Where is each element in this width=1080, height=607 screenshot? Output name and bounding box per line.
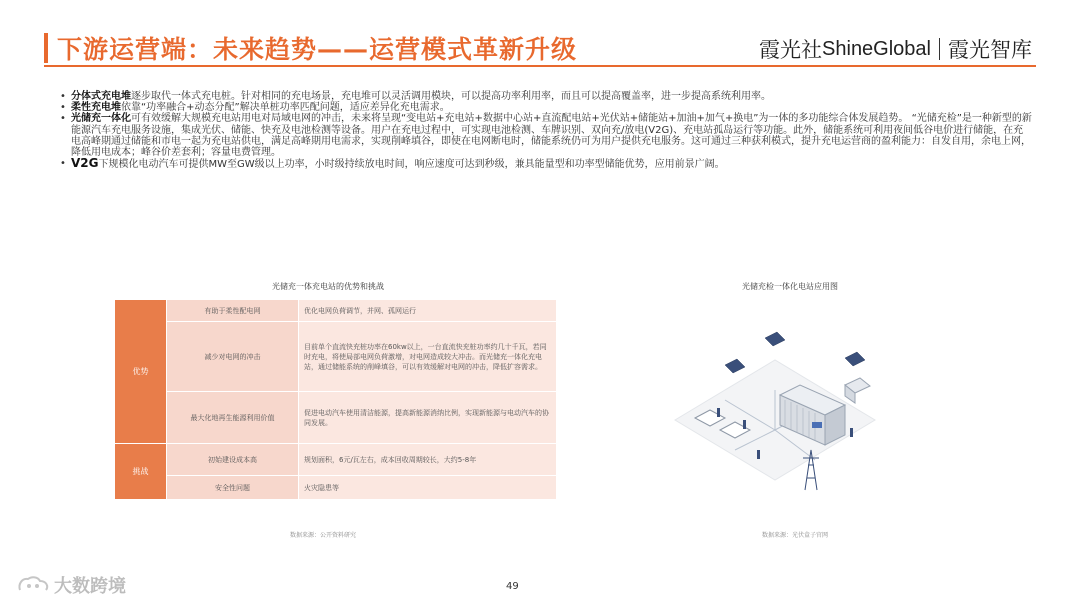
left-figure-title: 光储充一体充电站的优势和挑战 — [272, 282, 384, 291]
page-title: 下游运营端：未来趋势——运营模式革新升级 — [57, 35, 578, 64]
table-category: 挑战 — [115, 444, 167, 500]
table-desc: 规划面积，6元/瓦左右，成本回收周期较长，大约5-8年 — [299, 444, 557, 476]
right-figure-source: 数据来源：光伏盒子官网 — [762, 532, 829, 539]
table-item: 初始建设成本高 — [167, 444, 299, 476]
bullet-term: V2G — [71, 156, 99, 171]
page-number: 49 — [506, 581, 519, 592]
brand-think-tank: 霞光智库 — [948, 38, 1032, 62]
title-underline — [44, 65, 1036, 67]
watermark — [16, 572, 126, 598]
bullet-text: 逐步取代一体式充电桩。针对相同的充电场景，充电堆可以灵活调用模块，可以提高功率利用率，而且可以提高覆盖率，进一步提高系统利用率。 — [131, 91, 771, 102]
brand-en-name: ShineGlobal — [822, 37, 931, 60]
table-desc: 目前单个直流快充桩功率在60kw以上，一台直流快充桩功率约几十千瓦，若同时充电，将使局部电网负荷激增，对电网造成较大冲击。而光储充一体化充电站，通过储能系统的削峰填谷，可以有效缓解对电网的冲击，降低扩容需求。 — [299, 322, 557, 392]
right-figure-title: 光储充检一体化电站应用图 — [742, 282, 838, 291]
bullet-text: 依靠“功率融合+动态分配”解决单桩功率匹配问题，适应差异化充电需求。 — [121, 102, 450, 114]
table-desc: 火灾隐患等 — [299, 476, 557, 500]
brand-cn-name: 霞光社 — [759, 38, 823, 62]
table-item: 减少对电网的冲击 — [167, 322, 299, 392]
table-desc: 优化电网负荷调节，并网、孤网运行 — [299, 300, 557, 322]
bullet-list — [58, 91, 1033, 170]
table-row — [115, 300, 557, 322]
charging-station-illustration — [665, 300, 885, 520]
table-row — [115, 476, 557, 500]
table-row — [115, 392, 557, 444]
table-item: 最大化地再生能源利用价值 — [167, 392, 299, 444]
bullet-item — [58, 102, 1033, 113]
watermark-logo-icon — [16, 574, 50, 596]
bullet-item — [58, 113, 1033, 158]
brand-logo — [759, 34, 1032, 64]
bullet-text: 可有效缓解大规模充电站用电对局域电网的冲击，未来将呈现“变电站+充电站+数据中心站+直流配电站+光伏站+储能站+加油+加气+换电”为一体的多功能综合体发展趋势。 “光储充检”是一种新型的新能源汽车充电服务设施，集成光伏、储能、快充及电池检测等设备。用户在充电过程中，可实现电池检测、车牌识别、双向充/放电(V2G)、充电站孤岛运行等功能。此外，储能系统可利用夜间低谷电价进行储能，在充电高峰期通过储能和市电一起为充电站供电，满足高峰期用电需求，实现削峰填谷，即使在电网断电时，储能系统仍可为用户提供充电服务。这可通过三种获利模式，提升充电运营商的盈利能力：自发自用，余电上网，降低用电成本；峰谷价差套利；容量电费管理。 — [71, 113, 1032, 159]
brand-separator — [939, 38, 940, 60]
table-item: 有助于柔性配电网 — [167, 300, 299, 322]
table-desc: 促进电动汽车使用清洁能源，提高新能源消纳比例，实现新能源与电动汽车的协同发展。 — [299, 392, 557, 444]
bullet-term: 光储充一体化 — [71, 113, 131, 125]
bullet-term: 分体式充电堆 — [71, 91, 131, 102]
table-row — [115, 444, 557, 476]
table-item: 安全性问题 — [167, 476, 299, 500]
bullet-item — [58, 91, 1033, 102]
bullet-term: 柔性充电堆 — [71, 102, 121, 114]
table-category: 优势 — [115, 300, 167, 444]
left-figure-source: 数据来源：公开资料研究 — [290, 532, 357, 539]
title-accent-bar — [44, 33, 48, 63]
bullet-text: 下规模化电动汽车可提供MW至GW级以上功率，小时级持续放电时间，响应速度可达到秒级，兼具能量型和功率型储能优势，应用前景广阔。 — [98, 159, 725, 171]
bullet-item — [58, 158, 1033, 170]
watermark-text: 大数跨境 — [54, 576, 126, 597]
table-row — [115, 322, 557, 392]
advantages-table — [114, 299, 557, 500]
